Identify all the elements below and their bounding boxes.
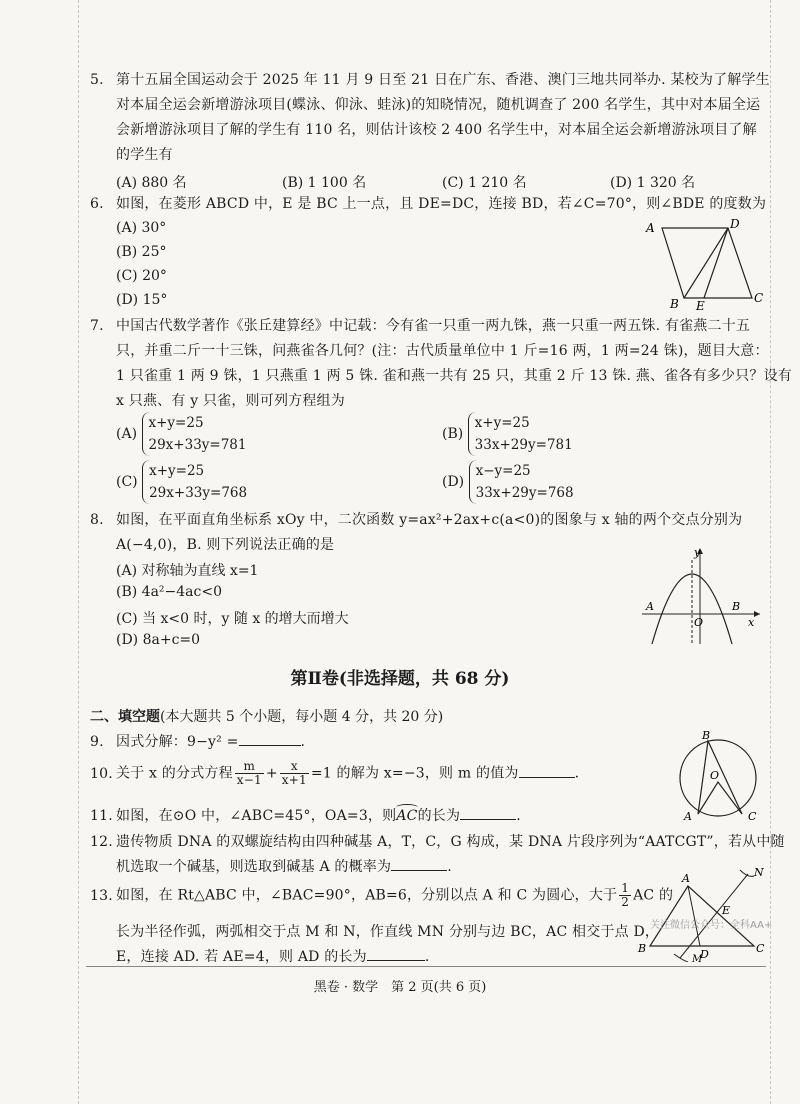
answer-blank[interactable] [391,856,447,871]
label-m: M [692,954,703,962]
question-number: 9. [90,734,104,750]
denominator: 2 [621,895,630,909]
label-b: B [638,942,647,955]
question-7 [90,314,792,414]
label-b: B [732,600,741,613]
section-heading-bold: 二、填空题 [90,709,160,725]
option-d: (D) 15° [116,292,168,308]
option-d [442,460,574,504]
question-9 [90,730,305,755]
label-a: A [682,872,690,885]
fraction [280,760,309,787]
fraction [619,882,631,909]
option-c [116,460,247,504]
section-heading-rest: (本大题共 5 个小题，每小题 4 分，共 20 分) [160,709,444,725]
question-number: 8. [90,512,104,528]
label-x: x [748,616,755,629]
option-b [442,412,573,456]
label-b: B [670,297,679,311]
question-10 [90,760,579,787]
question-text: 如图，在⊙O 中，∠ABC=45°，OA=3，则 [116,808,397,824]
answer-blank[interactable] [519,763,575,778]
question-number: 13. [90,887,113,904]
numerator: 1 [621,881,630,895]
punctuation: . [516,808,521,824]
label-c: C [748,810,757,820]
question-number: 11. [90,808,113,824]
option-a: (A) 30° [116,220,167,236]
label-c: C [756,942,765,955]
option-b: (B) 4a²−4ac<0 [116,584,222,600]
option-c: (C) 1 210 名 [442,175,527,191]
equation-system [468,412,573,456]
denominator: x−1 [236,773,262,787]
equation-1: x−y=25 [475,463,531,479]
operator: + [265,765,278,782]
question-number: 5. [90,72,104,88]
question-text: 中国古代数学著作《张丘建算经》中记载：今有雀一只重一两九铢，燕一只重一两五铢. 有雀燕二十五 [116,318,751,334]
label-y: y [694,546,701,559]
label-o: O [694,616,704,629]
arc-ac [396,808,417,824]
question-text: =1 的解为 x=−3，则 m 的值为 [310,765,519,782]
punctuation: . [300,734,306,750]
punctuation: . [574,765,580,782]
numerator: x [280,760,309,774]
footer-rule [86,966,766,967]
question-number: 10. [90,765,113,782]
fraction [235,760,264,787]
punctuation: . [447,859,452,875]
label-c: C [754,291,764,305]
question-text: 因式分解：9−y² = [116,734,239,750]
option-label: (C) [116,474,138,490]
option-a [116,412,247,456]
answer-blank[interactable] [367,946,425,961]
question-text: A(−4,0)，B. 则下列说法正确的是 [116,537,335,553]
option-label: (D) [442,474,465,490]
binding-line-right [770,0,771,1104]
option-b: (B) 1 100 名 [282,175,367,191]
section-title: 第Ⅱ卷(非选择题，共 68 分) [290,669,510,689]
numerator: m [235,760,264,774]
question-text: 第十五届全国运动会于 2025 年 11 月 9 日至 21 日在广东、香港、澳门三地共同举办. 某校为了解学生 [116,72,770,88]
rhombus-figure [640,216,770,312]
equation-2: 33x+29y=768 [475,485,574,501]
option-a: (A) 对称轴为直线 x=1 [116,563,259,579]
question-number: 6. [90,196,104,212]
arc-label: AC [396,808,418,824]
question-text: 只，并重二斤一十三铢，问燕雀各几何？(注：古代质量单位中 1 斤=16 两，1 两=24 铢)，题目大意： [116,343,769,359]
question-text: 的长为 [417,808,461,824]
page-footer: 黑卷 · 数学 第 2 页(共 6 页) [313,980,487,995]
label-e: E [722,904,731,917]
equation-2: 29x+33y=781 [148,437,247,453]
question-text: 如图，在菱形 ABCD 中，E 是 BC 上一点，且 DE=DC，连接 BD，若∠C=70°，则∠BDE 的度数为 [116,196,767,212]
equation-system [142,460,247,504]
option-c: (C) 20° [116,268,167,284]
answer-blank[interactable] [239,731,301,746]
question-text: 机选取一个碱基，则选取到碱基 A 的概率为 [116,859,392,875]
arc-mark [396,804,417,811]
question-text: 的学生有 [116,147,173,163]
question-text: 关于 x 的分式方程 [116,765,233,782]
question-text: 如图，在平面直角坐标系 xOy 中，二次函数 y=ax²+2ax+c(a<0)的图象与 x 轴的两个交点分别为 [116,512,743,528]
option-c: (C) 当 x<0 时，y 随 x 的增大而增大 [116,611,349,627]
option-d: (D) 1 320 名 [610,175,696,191]
question-5 [90,68,770,168]
answer-blank[interactable] [460,805,516,820]
question-text: AC 的 [633,887,674,904]
question-text: 1 只雀重 1 两 9 铢，1 只燕重 1 两 5 铢. 雀和燕一共有 25 只，其重 2 斤 13 铢. 燕、雀各有多少只？设有 [116,368,792,384]
question-text: 遗传物质 DNA 的双螺旋结构由四种碱基 A，T，C，G 构成，某 DNA 片段序列为“AATCGT”，若从中随 [116,834,785,850]
question-text: x 只燕、有 y 只雀，则可列方程组为 [116,393,345,409]
label-d: D [730,217,740,231]
equation-1: x+y=25 [148,415,204,431]
option-a: (A) 880 名 [116,175,187,191]
question-6 [90,192,766,217]
equation-system [469,460,574,504]
question-11 [90,804,521,829]
question-number: 12. [90,834,113,850]
label-b: B [702,729,711,742]
section-heading [90,706,443,726]
question-number: 7. [90,318,104,334]
binding-line-left [78,0,79,1104]
question-text: 如图，在 Rt△ABC 中，∠BAC=90°，AB=6，分别以点 A 和 C 为圆心，大于 [116,887,618,904]
question-text: 长为半径作弧，两弧相交于点 M 和 N，作直线 MN 分别与边 BC，AC 相交于点 D， [116,924,660,940]
label-d: D [700,948,709,961]
parabola-figure [636,544,766,646]
triangle-figure [636,866,773,962]
watermark: 关注微信公众号：全科AA+ [650,920,773,931]
equation-system [142,412,247,456]
label-e: E [696,299,705,312]
option-label: (B) [442,426,464,442]
equation-2: 29x+33y=768 [149,485,248,501]
denominator: x+1 [281,773,307,787]
equation-1: x+y=25 [474,415,530,431]
label-a: A [646,600,654,613]
option-b: (B) 25° [116,244,167,260]
circle-figure [672,728,768,820]
question-text: E，连接 AD. 若 AE=4，则 AD 的长为 [116,949,367,965]
question-text: 会新增游泳项目了解的学生有 110 名，则估计该校 2 400 名学生中，对本届全运会新增游泳项目了解 [116,122,757,138]
label-a: A [684,810,692,820]
question-13-cont [90,920,659,970]
question-text: 对本届全运会新增游泳项目(蝶泳、仰泳、蛙泳)的知晓情况，随机调查了 200 名学生，其中对本届全运 [116,97,761,113]
label-a: A [646,221,655,235]
option-d: (D) 8a+c=0 [116,632,201,648]
label-n: N [754,866,764,879]
question-13 [90,882,673,909]
label-o: O [710,769,720,782]
option-label: (A) [116,426,138,442]
equation-1: x+y=25 [149,463,205,479]
equation-2: 33x+29y=781 [474,437,573,453]
punctuation: . [424,949,430,965]
